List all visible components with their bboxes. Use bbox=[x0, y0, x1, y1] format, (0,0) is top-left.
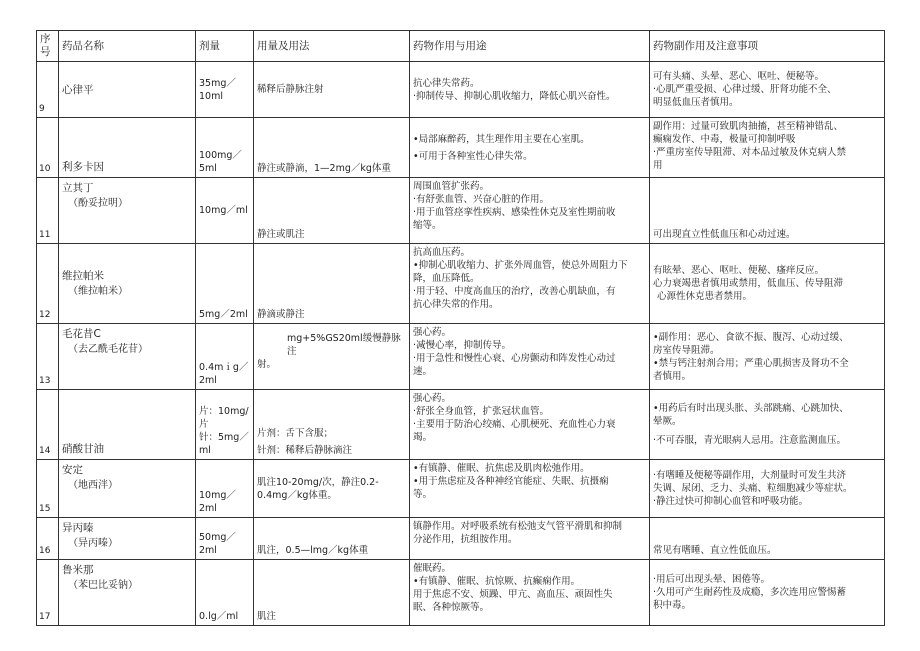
row-number: 14 bbox=[37, 390, 59, 460]
action-line: 抗心律失常的作用。 bbox=[413, 299, 499, 310]
action-line: 缩等。 bbox=[413, 220, 442, 231]
side-line: •禁与钙注射剂合用；严重心肌损害及肾功不全 bbox=[653, 357, 849, 369]
dose-cell bbox=[196, 390, 254, 460]
usage-cell bbox=[254, 460, 410, 518]
row-number: 11 bbox=[37, 178, 59, 244]
usage-cell bbox=[254, 62, 410, 118]
drug-name: 异丙嗪 bbox=[62, 522, 94, 534]
action-line: •局部麻醉药，其生理作用主要在心室肌。 bbox=[413, 133, 590, 145]
row-number: 12 bbox=[37, 244, 59, 324]
action-line: 速。 bbox=[413, 366, 433, 377]
action-line: 分泌作用，抗组胺作用。 bbox=[413, 534, 518, 545]
usage-cell bbox=[254, 324, 410, 390]
table-row bbox=[37, 518, 885, 560]
header-usage: 用量及用法 bbox=[254, 31, 410, 62]
action-line: ·主要用于防治心绞痛、心肌梗死、充血性心力衰 bbox=[413, 419, 616, 430]
action-cell bbox=[410, 518, 650, 560]
side-line: ·心肌严重受损、心律过缓、肝肾功能不全、 bbox=[653, 84, 837, 95]
table-header-row bbox=[37, 31, 885, 62]
side-effects-cell bbox=[650, 62, 885, 118]
action-line: 等。 bbox=[413, 489, 433, 500]
drug-alias: （苯巴比妥钠） bbox=[68, 580, 138, 591]
action-line: ·减慢心率，抑制传导。 bbox=[413, 340, 512, 351]
drug-alias: （异丙嗪） bbox=[68, 538, 118, 549]
dose-cell bbox=[196, 178, 254, 244]
action-line: 周围血管扩张药。 bbox=[413, 181, 490, 192]
row-number: 9 bbox=[37, 62, 59, 118]
side-line: 失调、尿闭、乏力、头痛、粒细胞减少等症状。 bbox=[653, 483, 853, 494]
drug-name: 利多卡因 bbox=[62, 161, 104, 173]
side-line: 副作用：过量可致肌肉抽搐，甚至精神错乱、 bbox=[653, 121, 844, 132]
usage-cell bbox=[254, 518, 410, 560]
dose: 100mg／5ml bbox=[199, 150, 242, 174]
action-line: •有镇静、催眠、抗焦虑及肌肉松弛作用。 bbox=[413, 463, 590, 474]
usage-line: 针剂：稀释后静脉滴注 bbox=[257, 445, 353, 456]
dose: 5mg／2ml bbox=[199, 309, 248, 320]
usage-cell bbox=[254, 118, 410, 178]
table-row bbox=[37, 460, 885, 518]
action-line: ·用于轻、中度高血压的治疗，改善心肌缺血，有 bbox=[413, 286, 616, 297]
usage-line: 稀释后静脉注射 bbox=[257, 84, 324, 95]
action-line: 眠、各种惊厥等。 bbox=[413, 602, 490, 613]
header-drug-name: 药品名称 bbox=[59, 31, 196, 62]
action-line: 降，血压降低。 bbox=[413, 273, 480, 284]
action-line: 催眠药。 bbox=[413, 563, 452, 574]
drug-name-cell bbox=[59, 460, 196, 518]
action-line: •有镇静、催眠、抗惊厥、抗癫痫作用。 bbox=[413, 576, 581, 587]
dose-cell bbox=[196, 460, 254, 518]
side-effects-cell bbox=[650, 244, 885, 324]
row-number: 13 bbox=[37, 324, 59, 390]
side-line: 者慎用。 bbox=[653, 370, 692, 382]
dose-cell bbox=[196, 518, 254, 560]
side-line: 明显低血压者慎用。 bbox=[653, 97, 739, 108]
dose-cell bbox=[196, 118, 254, 178]
drug-name: 毛花昔C bbox=[62, 328, 101, 340]
action-cell bbox=[410, 324, 650, 390]
drug-name: 心律平 bbox=[62, 83, 94, 96]
action-line: 抗心律失常药。 bbox=[413, 77, 480, 89]
side-line: 癫痫发作、中毒，极量可抑制呼吸 bbox=[653, 134, 796, 145]
drug-name-cell bbox=[59, 560, 196, 626]
side-line: ·久用可产生耐药性及成瘾，多次连用应警惕蓄 bbox=[653, 587, 847, 598]
drug-name: 维拉帕米 bbox=[62, 269, 104, 282]
row-number: 10 bbox=[37, 118, 59, 178]
side-line: 用 bbox=[653, 160, 663, 171]
dose-cell bbox=[196, 62, 254, 118]
side-line: •用药后有时出现头胀、头部跳痛、心跳加快、 bbox=[653, 403, 849, 414]
header-side-effects: 药物副作用及注意事项 bbox=[650, 31, 885, 62]
side-effects-cell bbox=[650, 518, 885, 560]
action-line: ·有舒张血管、兴奋心脏的作用。 bbox=[413, 194, 550, 205]
table-row bbox=[37, 560, 885, 626]
dose: 0.lg／ml bbox=[199, 611, 239, 622]
usage-cell bbox=[254, 244, 410, 324]
usage-line: 静注或静滴，1—2mg／kg体重 bbox=[257, 163, 391, 174]
table-row bbox=[37, 62, 885, 118]
drug-name: 安定 bbox=[62, 464, 83, 476]
usage-line: 静注或肌注 bbox=[257, 229, 305, 240]
usage-line: 肌注10-20mg/次，静注0.2- bbox=[257, 476, 379, 488]
side-line: •副作用：恶心、食欲不振、腹泻、心动过缓、 bbox=[653, 331, 849, 343]
action-line: 竭。 bbox=[413, 432, 433, 443]
drug-name: 鲁米那 bbox=[62, 564, 94, 576]
dose: 0.4mｉg／2ml bbox=[199, 362, 249, 386]
usage-line: 肌注，0.5—lmg／kg体重 bbox=[257, 545, 369, 556]
side-effects-cell bbox=[650, 390, 885, 460]
action-cell bbox=[410, 118, 650, 178]
side-effects-cell bbox=[650, 324, 885, 390]
drug-alias: （地西泮） bbox=[68, 480, 118, 491]
side-line: 房室传导阻滞。 bbox=[653, 344, 720, 356]
dose-cell bbox=[196, 560, 254, 626]
action-line: ·抑制传导、抑制心肌收缩力，降低心肌兴奋性。 bbox=[413, 90, 616, 102]
drug-name-cell bbox=[59, 178, 196, 244]
side-line: ·静注过快可抑制心血管和呼吸功能。 bbox=[653, 496, 809, 507]
header-dose: 剂量 bbox=[196, 31, 254, 62]
action-line: 强心药。 bbox=[413, 327, 452, 338]
drug-table-sheet bbox=[36, 30, 885, 626]
side-line: ·有嗜睡及便秘等副作用，大剂量时可发生共济 bbox=[653, 470, 847, 481]
drug-name-cell bbox=[59, 324, 196, 390]
side-line: ·用后可出现头晕、困倦等。 bbox=[653, 574, 771, 585]
drug-name-cell bbox=[59, 244, 196, 324]
dose-cell bbox=[196, 324, 254, 390]
action-line: ·用于血管痉挛性疾病、感染性休克及室性期前收 bbox=[413, 207, 616, 218]
row-number: 17 bbox=[37, 560, 59, 626]
dose-line: 片：10mg/片 bbox=[199, 406, 249, 430]
action-line: •用于焦虑症及各种神经官能症、失眠、抗摄痫 bbox=[413, 476, 609, 487]
action-line: 强心药。 bbox=[413, 393, 452, 404]
header-action: 药物作用与用途 bbox=[410, 31, 650, 62]
side-effects-cell bbox=[650, 178, 885, 244]
action-cell bbox=[410, 560, 650, 626]
side-line: ·不可吞服，青光眼病人忌用。注意监测血压。 bbox=[653, 435, 847, 446]
action-cell bbox=[410, 178, 650, 244]
drug-name-cell bbox=[59, 518, 196, 560]
usage-cell bbox=[254, 178, 410, 244]
usage-line: 肌注 bbox=[257, 611, 277, 622]
drug-table bbox=[36, 30, 885, 626]
dose-line: 针：5mg／ml bbox=[199, 432, 249, 456]
side-line: 可有头痛、头晕、恶心、呕吐、便秘等。 bbox=[653, 71, 825, 82]
usage-line: mg+5%GS20ml缓慢静脉注 bbox=[287, 333, 401, 357]
dose-cell bbox=[196, 244, 254, 324]
action-line: ·舒张全身血管，扩张冠状血管。 bbox=[413, 406, 550, 417]
usage-line: 0.4mg／kg体重。 bbox=[257, 489, 337, 501]
side-effects-cell bbox=[650, 460, 885, 518]
drug-alias: （维拉帕米） bbox=[68, 285, 128, 297]
side-line: 晕厥。 bbox=[653, 416, 682, 427]
action-line: 抗高血压药。 bbox=[413, 247, 471, 258]
usage-line: 片剂：舌下含服； bbox=[257, 428, 334, 439]
dose: 35mg／10ml bbox=[199, 77, 236, 102]
row-number: 16 bbox=[37, 518, 59, 560]
table-row bbox=[37, 324, 885, 390]
usage-cell bbox=[254, 390, 410, 460]
drug-name-cell bbox=[59, 118, 196, 178]
drug-alias: （去乙酰毛花苷） bbox=[68, 344, 148, 355]
drug-alias: （酚妥拉明） bbox=[68, 198, 128, 209]
dose: 10mg／2ml bbox=[199, 490, 236, 514]
side-effects-cell bbox=[650, 118, 885, 178]
dose: 50mg／2ml bbox=[199, 532, 236, 556]
drug-name: 立其丁 bbox=[62, 182, 94, 194]
dose: 10mg／ml bbox=[199, 205, 248, 216]
side-effects-cell bbox=[650, 560, 885, 626]
action-line: 用于焦虑不安、烦躁、甲亢、高血压、顽固性失 bbox=[413, 589, 613, 600]
usage-line: 射。 bbox=[257, 359, 277, 370]
side-line: 可出现直立性低血压和心动过速。 bbox=[653, 229, 796, 240]
drug-name-cell bbox=[59, 62, 196, 118]
usage-cell bbox=[254, 560, 410, 626]
action-line: 镇静作用。对呼吸系统有松弛支气管平滑肌和抑制 bbox=[413, 521, 623, 532]
usage-line: 静滴或静注 bbox=[257, 309, 305, 320]
action-cell bbox=[410, 390, 650, 460]
side-line: 心源性休克患者禁用。 bbox=[657, 291, 753, 302]
drug-name: 硝酸甘油 bbox=[62, 443, 104, 455]
action-line: •可用于各种室性心律失常。 bbox=[413, 150, 533, 162]
header-no: 序号 bbox=[37, 31, 59, 62]
side-line: 心力衰竭患者慎用或禁用，低血压、传导阻滞 bbox=[653, 278, 844, 289]
table-row bbox=[37, 390, 885, 460]
table-row bbox=[37, 178, 885, 244]
action-cell bbox=[410, 62, 650, 118]
action-cell bbox=[410, 460, 650, 518]
action-line: •抑制心肌收缩力、扩张外周血管，使总外周阻力下 bbox=[413, 260, 628, 271]
action-cell bbox=[410, 244, 650, 324]
table-row bbox=[37, 118, 885, 178]
side-line: ·严重房室传导阻滞、对本品过敏及休克病人禁 bbox=[653, 147, 847, 158]
action-line: ·用于急性和慢性心衰、心房颤动和阵发性心动过 bbox=[413, 353, 616, 364]
row-number: 15 bbox=[37, 460, 59, 518]
side-line: 积中毒。 bbox=[653, 600, 692, 611]
side-line: 常见有嗜睡、直立性低血压。 bbox=[653, 545, 777, 556]
side-line: 有眩晕、恶心、呕吐、便秘、瘙痒反应。 bbox=[653, 265, 825, 276]
table-row bbox=[37, 244, 885, 324]
drug-name-cell bbox=[59, 390, 196, 460]
